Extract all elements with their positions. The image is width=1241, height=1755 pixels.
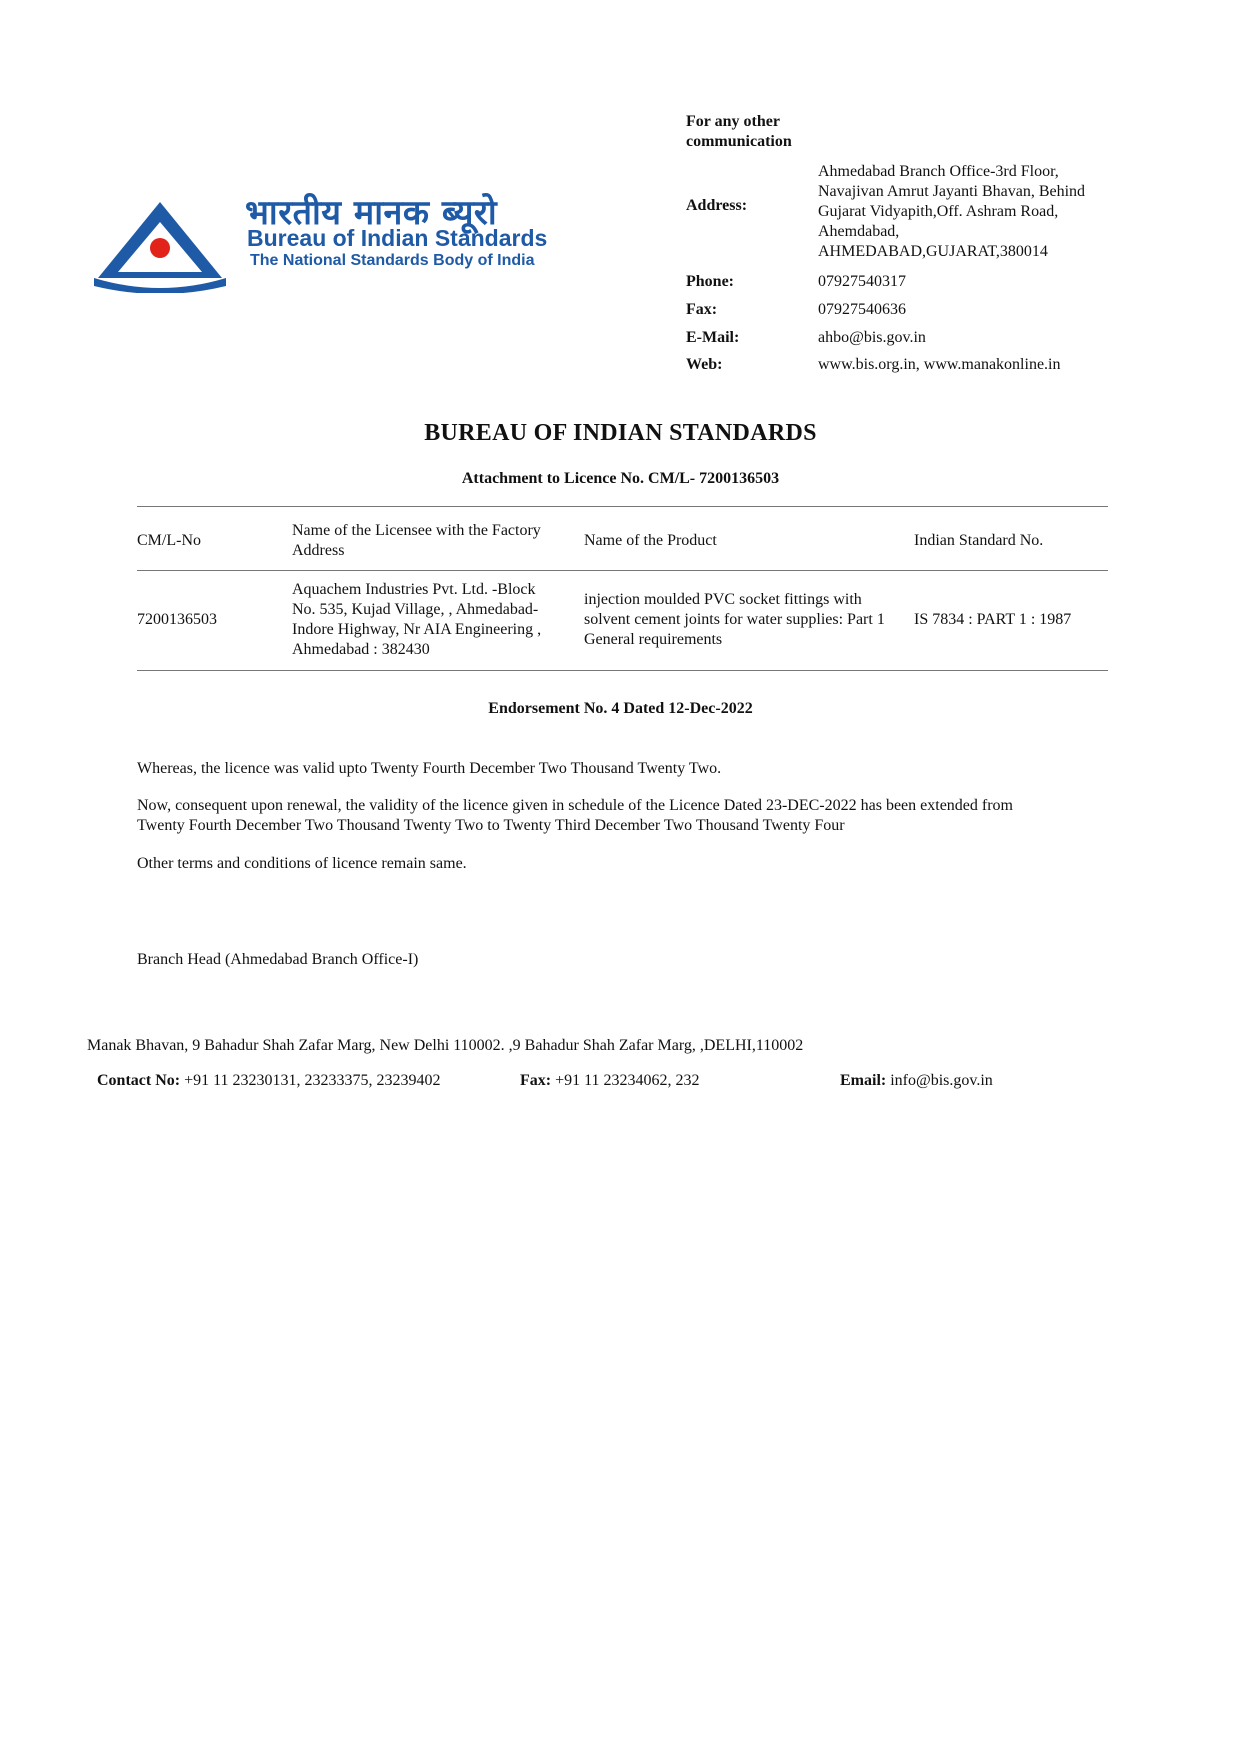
row-licensee [292, 580, 582, 660]
email-value[interactable]: ahbo@bis.gov.in [818, 329, 926, 346]
address-value [818, 162, 1118, 262]
header-licensee-line: Name of the Licensee with the Factory [292, 522, 541, 539]
contact-heading: For any other communication [686, 113, 792, 150]
row-product [584, 590, 914, 650]
header-standard: Indian Standard No. [914, 532, 1044, 549]
footer-email-label: Email: [840, 1072, 887, 1089]
attachment-licence-number: Attachment to Licence No. CM/L- 7200136503 [461, 470, 780, 487]
footer-contact [97, 1071, 441, 1091]
fax-value: 07927540636 [818, 301, 906, 318]
footer-email [840, 1071, 993, 1091]
address-row [686, 162, 1116, 262]
footer-fax-value: +91 11 23234062, 232 [555, 1072, 700, 1089]
address-line: Ahemdabad, [818, 223, 900, 240]
email-label: E-Mail: [686, 329, 740, 346]
table-header-row [0, 506, 1241, 570]
phone-value: 07927540317 [818, 273, 906, 290]
header-product: Name of the Product [584, 532, 717, 549]
terms-paragraph: Other terms and conditions of licence remain same. [137, 855, 467, 872]
row-standard: IS 7834 : PART 1 : 1987 [914, 611, 1072, 628]
renewal-line: Twenty Fourth December Two Thousand Twenty Two to Twenty Third December Two Thousand Twenty Four [137, 817, 845, 834]
address-line: Navajivan Amrut Jayanti Bhavan, Behind [818, 183, 1086, 200]
footer-contact-label: Contact No: [97, 1072, 181, 1089]
office-contact-block [686, 112, 1116, 373]
phone-label: Phone: [686, 273, 734, 290]
renewal-line: Now, consequent upon renewal, the validity of the licence given in schedule of the Licence Dated 23-DEC-2022 has been extended from [137, 797, 1013, 814]
address-label: Address: [686, 197, 748, 214]
row-product-line: injection moulded PVC socket fittings with [584, 591, 862, 608]
validity-paragraph: Whereas, the licence was valid upto Twenty Fourth December Two Thousand Twenty Two. [137, 760, 722, 777]
row-cml-no: 7200136503 [137, 611, 217, 628]
footer-address: Manak Bhavan, 9 Bahadur Shah Zafar Marg, New Delhi 110002. ,9 Bahadur Shah Zafar Marg, ,DELHI,110002 [87, 1037, 804, 1054]
web-label: Web: [686, 356, 723, 373]
endorsement-heading: Endorsement No. 4 Dated 12-Dec-2022 [488, 700, 753, 717]
header-cml-no: CM/L-No [137, 532, 201, 549]
document-title: BUREAU OF INDIAN STANDARDS [424, 420, 817, 446]
row-licensee-line: Aquachem Industries Pvt. Ltd. -Block [292, 581, 536, 598]
signatory: Branch Head (Ahmedabad Branch Office-I) [137, 951, 419, 968]
row-product-line: solvent cement joints for water supplies: Part 1 [584, 611, 885, 628]
row-product-line: General requirements [584, 631, 723, 648]
header-licensee-line: Address [292, 542, 345, 559]
web-value[interactable]: www.bis.org.in, www.manakonline.in [818, 356, 1061, 373]
row-licensee-line: Ahmedabad : 382430 [292, 641, 430, 658]
renewal-paragraph [137, 796, 1117, 836]
table-row [0, 570, 1241, 670]
row-licensee-line: No. 535, Kujad Village, , Ahmedabad- [292, 601, 539, 618]
header-licensee [292, 521, 572, 561]
logo-hindi-name: भारतीय मानक ब्यूरो [245, 193, 498, 233]
logo-english-name: Bureau of Indian Standards [247, 225, 548, 251]
row-licensee-line: Indore Highway, Nr AIA Engineering , [292, 621, 542, 638]
address-line: AHMEDABAD,GUJARAT,380014 [818, 243, 1048, 260]
footer-contact-value: +91 11 23230131, 23233375, 23239402 [184, 1072, 441, 1089]
address-line: Ahmedabad Branch Office-3rd Floor, [818, 163, 1059, 180]
bis-logo [90, 198, 230, 293]
footer-fax [520, 1071, 700, 1091]
footer-email-value[interactable]: info@bis.gov.in [890, 1072, 993, 1089]
address-line: Gujarat Vidyapith,Off. Ashram Road, [818, 203, 1059, 220]
fax-label: Fax: [686, 301, 718, 318]
logo-motto: मानकः पथप्रदर्शकः [133, 279, 187, 288]
table-bottom-rule [137, 670, 1108, 671]
logo-tagline: The National Standards Body of India [250, 252, 535, 269]
footer-fax-label: Fax: [520, 1072, 552, 1089]
